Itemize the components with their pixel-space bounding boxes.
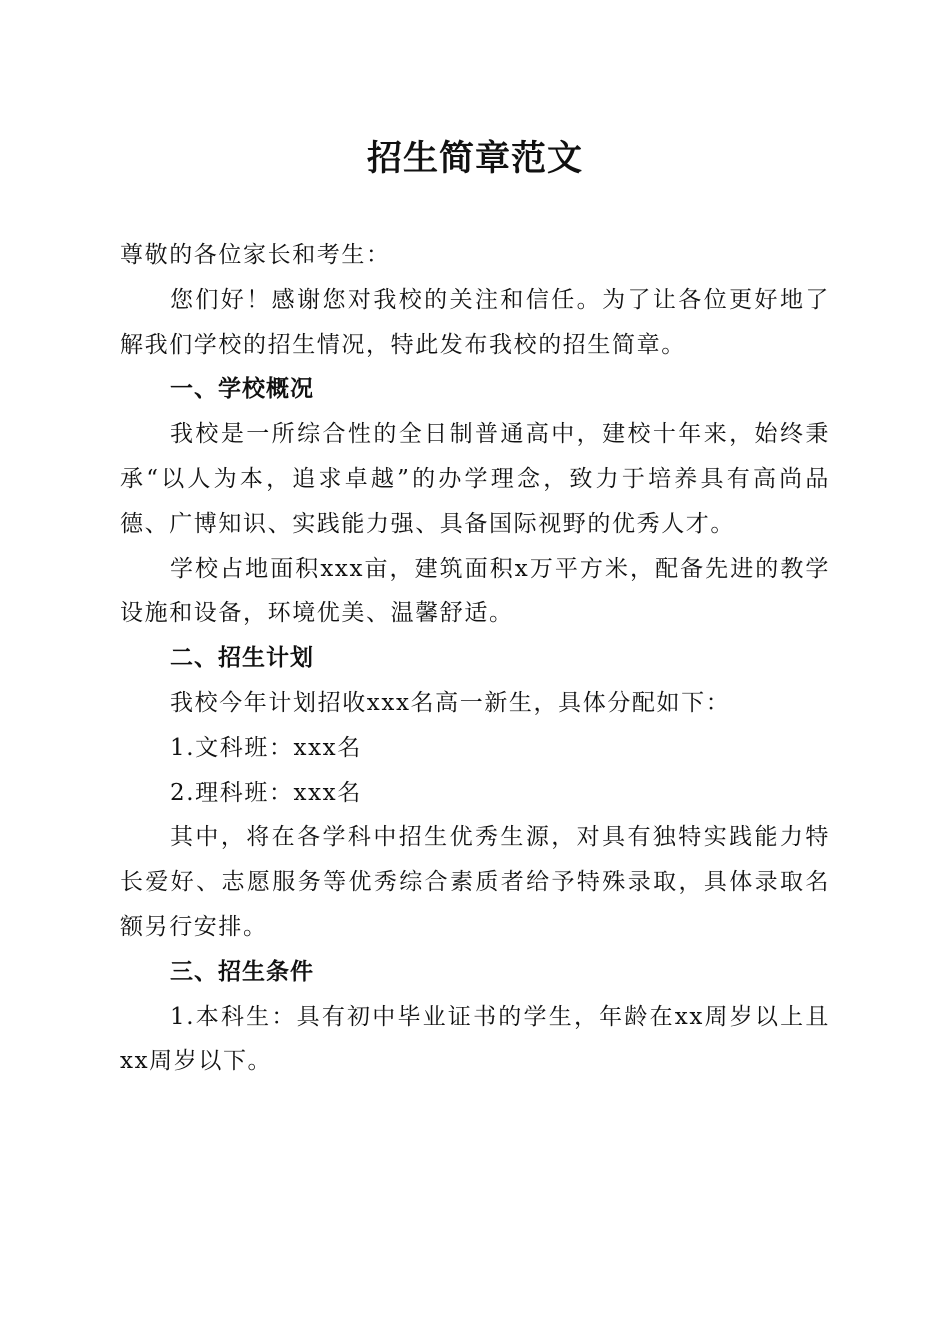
- overview-paragraph-1: 我校是一所综合性的全日制普通高中，建校十年来，始终秉承“以人为本，追求卓越”的办学理念，致力于培养具有高尚品德、广博知识、实践能力强、具备国际视野的优秀人才。: [120, 421, 830, 537]
- section-heading-conditions: 三、招生条件: [170, 958, 314, 985]
- intro-paragraph: 您们好！感谢您对我校的关注和信任。为了让各位更好地了解我们学校的招生情况，特此发布我校的招生简章。: [120, 286, 830, 358]
- section-heading-plan: 二、招生计划: [170, 645, 314, 672]
- document-title: 招生简章范文: [366, 139, 583, 179]
- conditions-list-item-1: 1.本科生：具有初中毕业证书的学生，年龄在xx周岁以上且xx周岁以下。: [120, 1003, 830, 1075]
- plan-list-item-2: 2.理科班：xxx名: [170, 779, 362, 806]
- overview-paragraph-2: 学校占地面积xxx亩，建筑面积x万平方米，配备先进的教学设施和设备，环境优美、温馨舒适。: [120, 555, 830, 627]
- plan-paragraph-1: 我校今年计划招收xxx名高一新生，具体分配如下：: [170, 689, 731, 716]
- plan-paragraph-2: 其中，将在各学科中招生优秀生源，对具有独特实践能力特长爱好、志愿服务等优秀综合素质者给予特殊录取，具体录取名额另行安排。: [120, 824, 830, 940]
- document-body: [120, 233, 830, 1084]
- plan-list-item-1: 1.文科班：xxx名: [170, 734, 362, 761]
- greeting: 尊敬的各位家长和考生：: [120, 242, 391, 268]
- section-heading-overview: 一、学校概况: [170, 376, 314, 403]
